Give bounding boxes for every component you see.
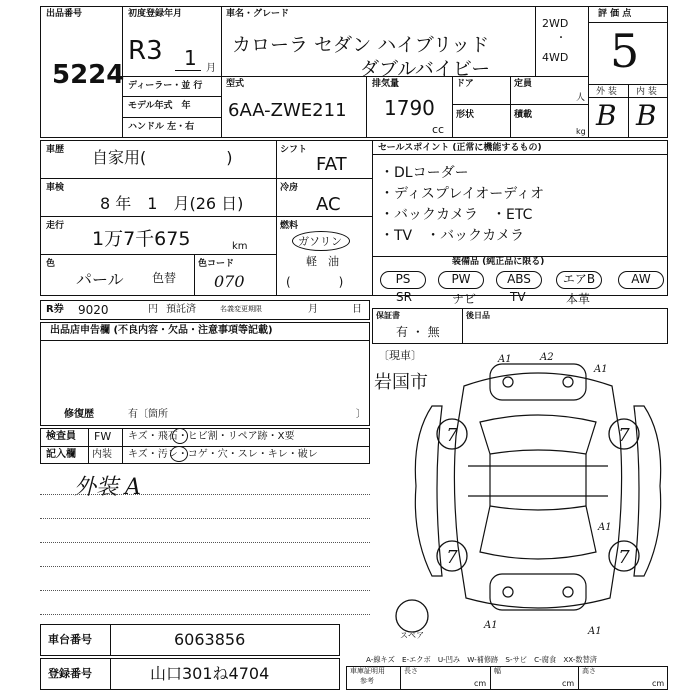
cooling-value: AC xyxy=(316,194,341,215)
mileage-unit: km xyxy=(232,241,248,252)
color-value: パール xyxy=(76,270,124,289)
grade-ext: B xyxy=(596,99,617,132)
recycle-label: R券 xyxy=(46,304,64,315)
doors-label: ドア xyxy=(456,79,474,89)
entry-int: 内装 xyxy=(92,449,112,460)
declaration-label: 出品店申告欄 (不良内容・欠品・注意事項等記載) xyxy=(50,325,273,336)
lot-label: 出品番号 xyxy=(46,9,83,19)
current-label: 〔現車〕 xyxy=(378,349,422,362)
load-unit: kg xyxy=(576,127,586,136)
grade-int: B xyxy=(636,99,657,132)
dims-length: 長さ xyxy=(404,667,418,675)
grade-int-label: 内 装 xyxy=(636,87,657,97)
color-code: 070 xyxy=(214,272,245,291)
history-value: 自家用( ) xyxy=(92,148,233,167)
shift-value: FAT xyxy=(316,154,347,175)
legend: A-線キズ E-エクボ U-凹み W-補修跡 S-サビ C-腐食 XX-数替済 xyxy=(366,655,597,664)
tire-rr-score: 7 xyxy=(618,547,630,568)
lot-number: 5224 xyxy=(52,60,125,90)
shift-label: シフト xyxy=(280,145,308,155)
mileage-value: 1万7千675 xyxy=(92,228,191,250)
mark-1: A1 xyxy=(498,354,512,365)
first-reg-label: 初度登録年月 xyxy=(128,9,183,19)
dims-width-unit: cm xyxy=(562,679,575,688)
repair-label: 修復歴 xyxy=(64,409,94,420)
sales-label: セールスポイント (正常に機能するもの) xyxy=(378,143,542,153)
grade-score: 5 xyxy=(610,24,640,78)
shape-label: 形状 xyxy=(456,110,475,120)
sales-item: ・ディスプレイオーディオ xyxy=(380,186,545,202)
handle-label: ハンドル 左・右 xyxy=(128,122,195,132)
tire-rl-score: 7 xyxy=(446,547,458,568)
tire-fr-score: 7 xyxy=(618,425,630,446)
sales-item: ・TV ・バックカメラ xyxy=(380,228,525,244)
grade-ext-label: 外 装 xyxy=(596,87,617,97)
car-roof-outline xyxy=(490,364,586,400)
first-reg-month: 1 xyxy=(184,46,197,70)
registration-value: 山口301ね4704 xyxy=(150,664,270,683)
warranty-label: 保証書 xyxy=(376,311,400,320)
tire-fl-score: 7 xyxy=(446,425,458,446)
model-year-label: モデル年式 年 xyxy=(128,101,191,111)
car-diagram xyxy=(372,346,668,642)
color-change: 色替 xyxy=(152,271,177,285)
top-section xyxy=(40,6,668,138)
name-change-label: 名義変更期限 xyxy=(220,305,262,313)
mark-5: A1 xyxy=(484,620,498,631)
mark-4: A1 xyxy=(598,522,612,533)
cooling-label: 冷房 xyxy=(280,183,299,193)
capacity-unit: 人 xyxy=(576,93,586,103)
equipment-item: PS xyxy=(380,271,426,289)
note-line1: 外装 A xyxy=(74,475,141,500)
fuel-gas: ガソリン xyxy=(298,235,342,248)
inspector-fw: FW xyxy=(94,430,112,443)
chassis-label: 車台番号 xyxy=(48,633,92,646)
name-change-day: 日 xyxy=(352,304,362,315)
inspector-label: 検査員 xyxy=(46,431,76,442)
inspector-fw-items: キズ・飛石・ヒビ割・リペア跡・X要 xyxy=(128,431,295,442)
equipment-item: ナビ xyxy=(452,292,477,306)
dims-height: 高さ xyxy=(582,667,596,675)
dealer-label: ディーラー・並 行 xyxy=(128,81,203,91)
mark-3: A1 xyxy=(594,364,608,375)
load-label: 積載 xyxy=(514,110,533,120)
equipment-item: エアB xyxy=(556,271,602,289)
fuel-label: 燃料 xyxy=(280,221,299,231)
dims-length-unit: cm xyxy=(474,679,487,688)
history-label: 車歴 xyxy=(46,145,65,155)
equipment-label: 装備品 (純正品に限る) xyxy=(452,257,545,267)
mark-2: A2 xyxy=(540,352,554,363)
entry-int-items: キズ・汚レ・コゲ・穴・スレ・キレ・破レ xyxy=(128,449,318,460)
displacement-value: 1790 xyxy=(384,96,435,120)
fuel-diesel: 軽 油 xyxy=(306,255,339,268)
chassis-value: 6063856 xyxy=(174,630,246,649)
recycle-unit: 円 xyxy=(148,304,158,315)
car-name-label: 車名・グレード xyxy=(226,9,290,19)
sales-item: ・DLコーダー xyxy=(380,165,469,181)
registration-label: 登録番号 xyxy=(48,667,92,680)
model-value: 6AA-ZWE211 xyxy=(228,100,347,121)
dims-section xyxy=(346,666,668,690)
first-reg-month-unit: 月 xyxy=(206,63,216,74)
capacity-label: 定員 xyxy=(514,79,533,89)
drive-2wd: 2WD xyxy=(542,17,569,30)
color-code-label: 色コード xyxy=(198,259,235,269)
equipment-item: AW xyxy=(618,271,664,289)
repair-value: 有〔箇所 xyxy=(128,409,168,420)
mark-6: A1 xyxy=(588,626,602,637)
drive-sep: ・ xyxy=(556,33,566,44)
equipment-item: SR xyxy=(396,290,412,304)
displacement-unit: cc xyxy=(432,123,445,136)
drive-4wd: 4WD xyxy=(542,51,569,64)
equipment-item: 本革 xyxy=(566,292,591,306)
first-reg-era: R3 xyxy=(128,36,163,66)
after-label: 後日品 xyxy=(466,311,490,320)
model-label: 型式 xyxy=(226,79,245,89)
recycle-deposit: 預託済 xyxy=(166,304,196,315)
warranty-value: 有 ・ 無 xyxy=(396,325,440,339)
spare-label: スペア xyxy=(400,631,424,640)
entry-label: 記入欄 xyxy=(46,449,76,460)
fuel-paren: ( ) xyxy=(286,275,344,289)
car-name-line1: カローラ セダン ハイブリッド xyxy=(232,34,490,56)
mileage-label: 走行 xyxy=(46,221,65,231)
car-body-outline xyxy=(454,373,621,608)
sales-item: ・バックカメラ ・ETC xyxy=(380,207,533,223)
inspection-label: 車検 xyxy=(46,183,65,193)
repair-close: 〕 xyxy=(356,409,366,420)
grade-label: 評 価 点 xyxy=(598,9,632,19)
inspection-value: 8 年 1 月(26 日) xyxy=(100,194,244,213)
spare-tire xyxy=(396,600,428,632)
current-city: 岩国市 xyxy=(374,372,428,393)
car-name-line2: ダブルバイビー xyxy=(360,58,491,80)
equipment-item: PW xyxy=(438,271,484,289)
displacement-label: 排気量 xyxy=(372,79,400,89)
dims-label1: 車庫証明用 xyxy=(350,667,385,675)
dims-label2: 参考 xyxy=(360,677,374,685)
equipment-item: TV xyxy=(510,290,526,304)
name-change-month: 月 xyxy=(308,304,318,315)
dims-height-unit: cm xyxy=(652,679,665,688)
color-label: 色 xyxy=(46,259,56,269)
dims-width: 幅 xyxy=(494,667,501,675)
recycle-value: 9020 xyxy=(78,303,109,317)
equipment-item: ABS xyxy=(496,271,542,289)
